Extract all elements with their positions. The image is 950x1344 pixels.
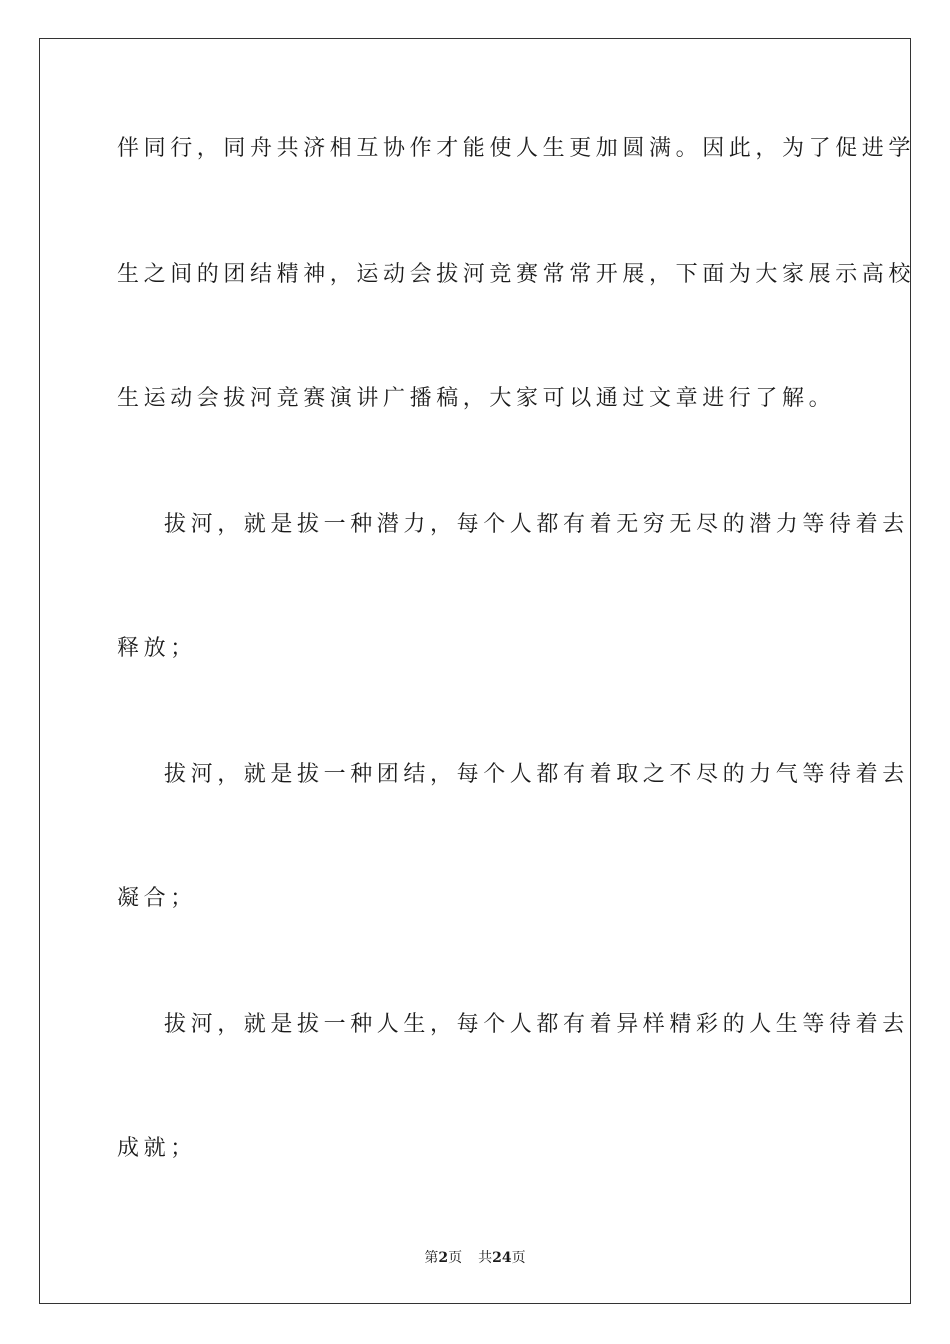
total-pages: 24: [492, 1250, 512, 1266]
total-suffix: 页: [511, 1250, 526, 1266]
text-line: 凝合；: [117, 886, 197, 911]
page-footer: [0, 1248, 950, 1268]
paragraph-first-line: 拔河，就是拔一种团结，每个人都有着取之不尽的力气等待着去: [164, 762, 909, 787]
text-line: 成就；: [117, 1136, 197, 1161]
text-line: 释放；: [117, 636, 197, 661]
page-suffix: 页: [448, 1250, 463, 1266]
text-line: 伴同行，同舟共济相互协作才能使人生更加圆满。因此，为了促进学: [117, 136, 916, 161]
paragraph-first-line: 拔河，就是拔一种人生，每个人都有着异样精彩的人生等待着去: [164, 1012, 909, 1037]
text-line: 生之间的团结精神，运动会拔河竞赛常常开展，下面为大家展示高校: [117, 262, 916, 287]
total-prefix: 共: [478, 1250, 493, 1266]
text-line: 生运动会拔河竞赛演讲广播稿，大家可以通过文章进行了解。: [117, 386, 836, 411]
page-border: [39, 38, 916, 1304]
paragraph-first-line: 拔河，就是拔一种潜力，每个人都有着无穷无尽的潜力等待着去: [164, 512, 909, 537]
page-prefix: 第: [424, 1250, 439, 1266]
page-number: 2: [438, 1250, 449, 1266]
